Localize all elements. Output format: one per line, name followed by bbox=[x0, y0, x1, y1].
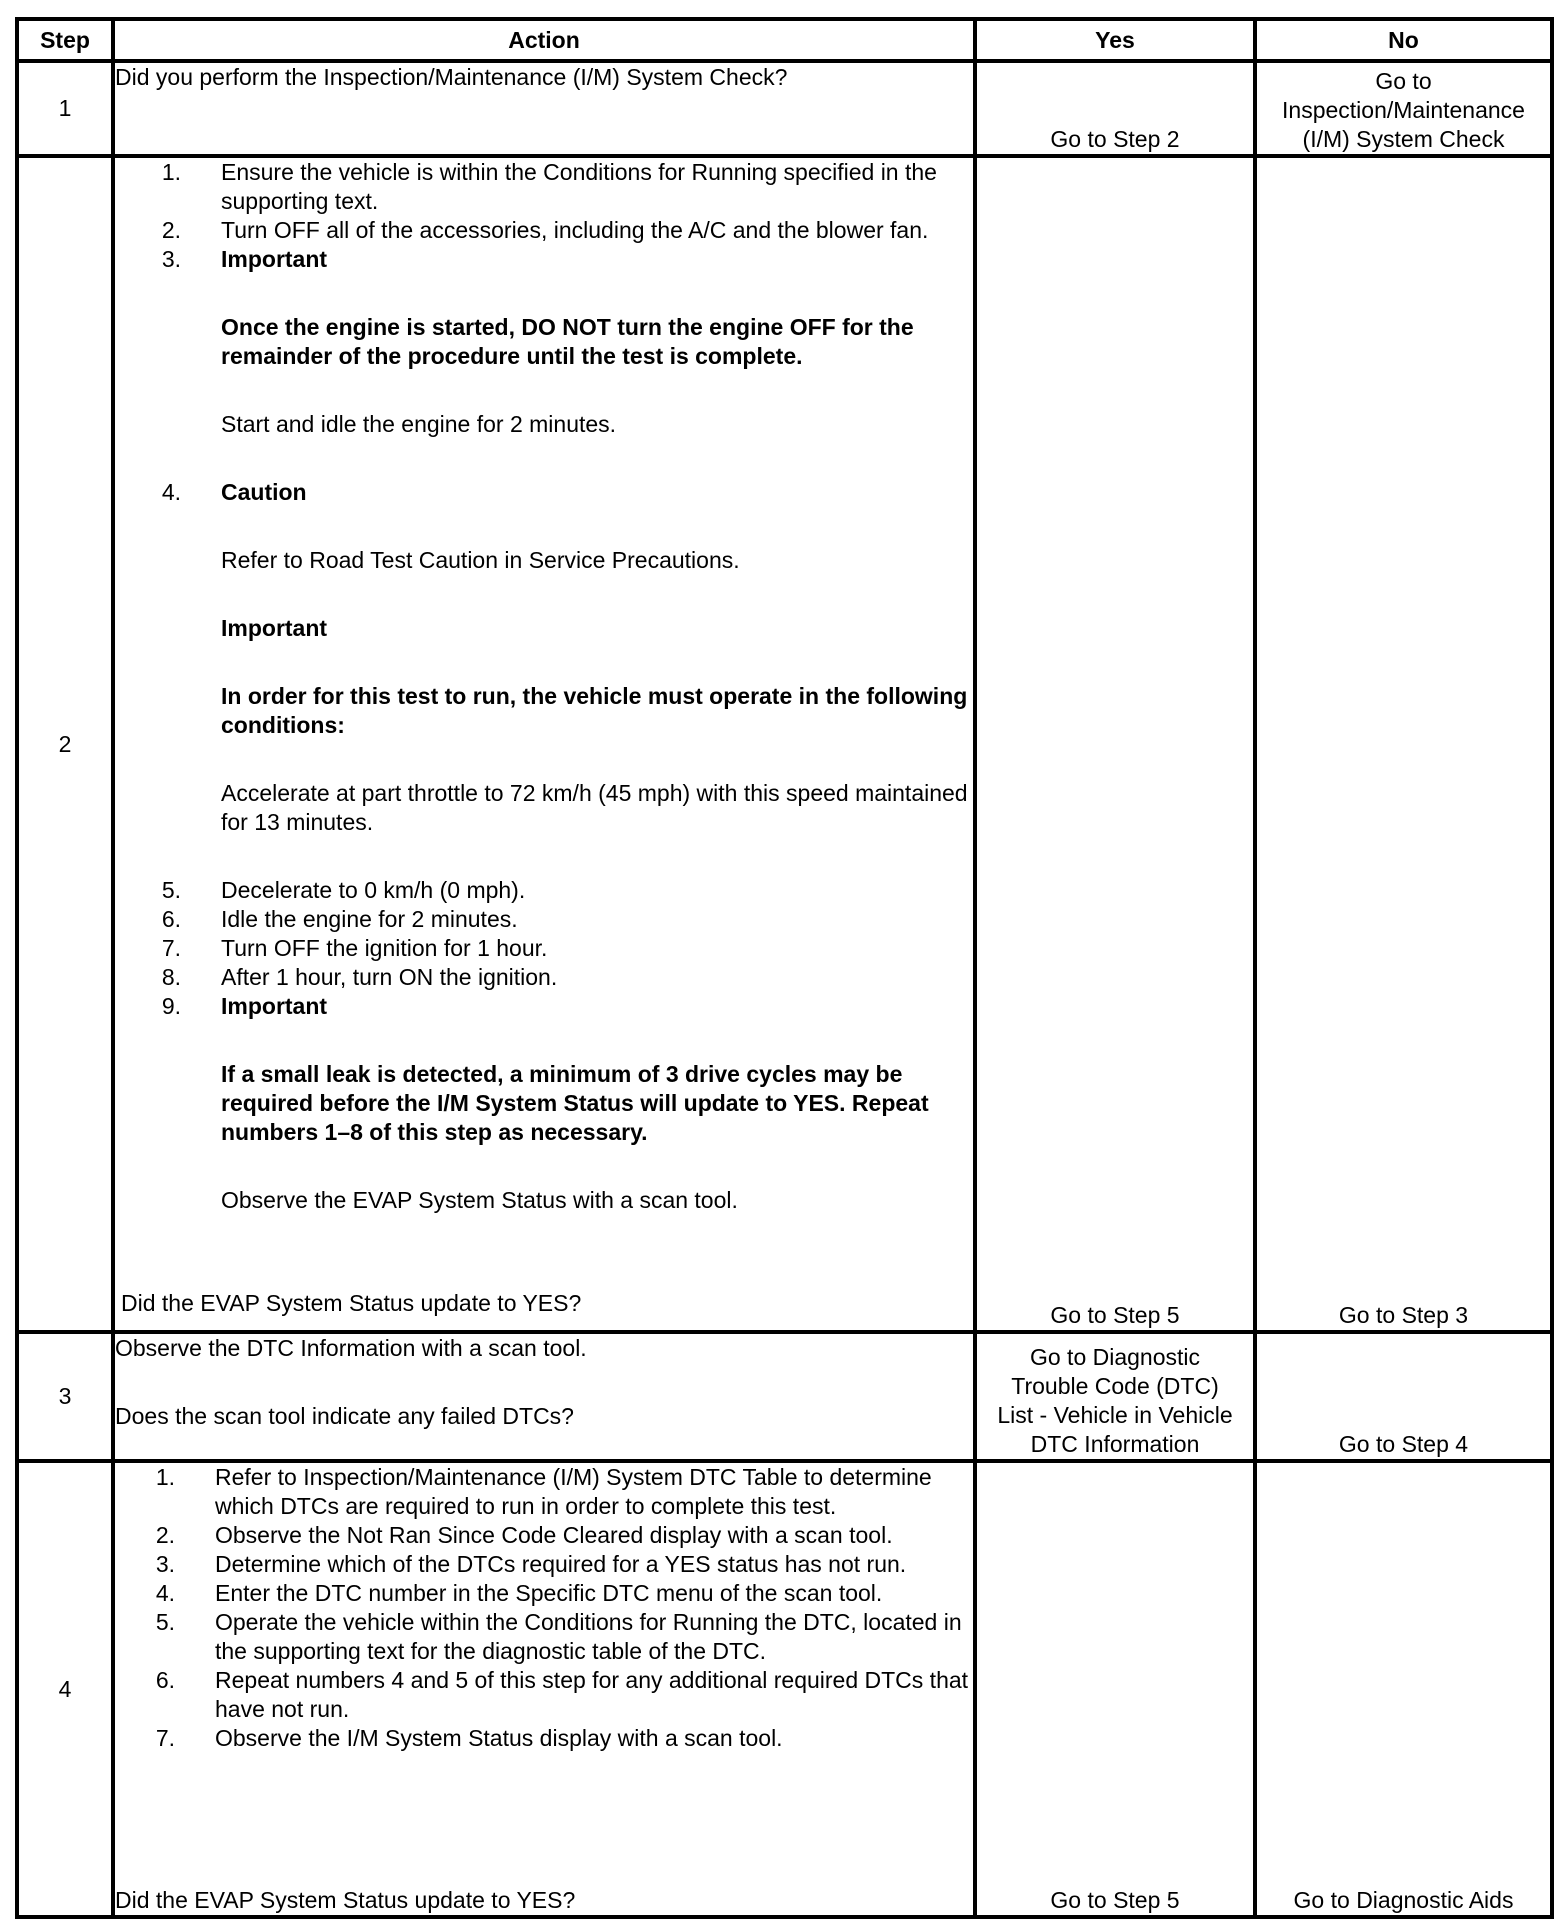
yes-link-line: List - Vehicle in Vehicle bbox=[997, 1402, 1233, 1428]
action-question: Does the scan tool indicate any failed DTCs? bbox=[115, 1403, 574, 1429]
list-item bbox=[121, 478, 973, 876]
list-item-number: 8. bbox=[161, 964, 181, 990]
list-item-text: Start and idle the engine for 2 minutes. bbox=[221, 411, 617, 437]
list-item-text: Observe the Not Ran Since Code Cleared display with a scan tool. bbox=[215, 1522, 893, 1548]
no-cell bbox=[1255, 61, 1552, 156]
no-link[interactable]: Go to Diagnostic Aids bbox=[1293, 1887, 1514, 1913]
table-row-step-3 bbox=[17, 1332, 1552, 1461]
no-link[interactable] bbox=[1257, 67, 1550, 154]
header-row bbox=[17, 19, 1552, 61]
important-note: In order for this test to run, the vehicle must operate in the following conditions: bbox=[221, 683, 968, 738]
action-question: Did the EVAP System Status update to YES? bbox=[115, 1887, 576, 1913]
table-row-step-2 bbox=[17, 156, 1552, 1332]
diagnostic-table bbox=[15, 17, 1554, 1919]
list-item bbox=[115, 1521, 973, 1550]
important-label: Important bbox=[221, 615, 328, 641]
list-item-number: 1. bbox=[161, 159, 181, 185]
no-link[interactable]: Go to Step 4 bbox=[1338, 1431, 1469, 1457]
caution-label: Caution bbox=[221, 479, 307, 505]
step-number: 3 bbox=[17, 1332, 113, 1461]
important-note: If a small leak is detected, a minimum of 3 drive cycles may be required before the I/M System Status will update to YES. Repeat numbers 1–8 of this step as necessary. bbox=[221, 1061, 929, 1145]
list-item-number: 7. bbox=[161, 935, 181, 961]
important-note: Once the engine is started, DO NOT turn the engine OFF for the remainder of the procedure until the test is complete. bbox=[221, 314, 914, 369]
header-step: Step bbox=[17, 19, 113, 61]
list-item-text: Refer to Inspection/Maintenance (I/M) System DTC Table to determine which DTCs are required to run in order to complete this test. bbox=[215, 1464, 932, 1519]
no-link-line: (I/M) System Check bbox=[1302, 126, 1505, 152]
action-question: Did the EVAP System Status update to YES? bbox=[121, 1290, 582, 1316]
table-row-step-4 bbox=[17, 1461, 1552, 1917]
list-item bbox=[115, 1550, 973, 1579]
list-item-text: Turn OFF the ignition for 1 hour. bbox=[221, 935, 548, 961]
list-item bbox=[121, 992, 973, 1215]
action-cell bbox=[113, 1332, 975, 1461]
list-item-text: Turn OFF all of the accessories, including the A/C and the blower fan. bbox=[221, 217, 929, 243]
list-item bbox=[115, 1724, 973, 1753]
list-item-number: 1. bbox=[155, 1464, 175, 1490]
list-item bbox=[121, 158, 973, 216]
list-item bbox=[121, 963, 973, 992]
list-item-number: 5. bbox=[161, 877, 181, 903]
list-item-number: 3. bbox=[161, 246, 181, 272]
list-item-text: Operate the vehicle within the Conditions for Running the DTC, located in the supporting text for the diagnostic table of the DTC. bbox=[215, 1609, 962, 1664]
no-cell bbox=[1255, 156, 1552, 1332]
list-item bbox=[121, 216, 973, 245]
list-item-number: 6. bbox=[155, 1667, 175, 1693]
important-label: Important bbox=[221, 993, 328, 1019]
yes-cell bbox=[975, 156, 1255, 1332]
list-item bbox=[115, 1579, 973, 1608]
yes-cell bbox=[975, 1332, 1255, 1461]
list-item bbox=[115, 1666, 973, 1724]
header-action: Action bbox=[113, 19, 975, 61]
yes-cell bbox=[975, 1461, 1255, 1917]
no-link-line: Go to bbox=[1375, 68, 1432, 94]
no-link[interactable]: Go to Step 3 bbox=[1338, 1302, 1469, 1328]
list-item-text: Decelerate to 0 km/h (0 mph). bbox=[221, 877, 526, 903]
action-cell bbox=[113, 1461, 975, 1917]
list-item-number: 6. bbox=[161, 906, 181, 932]
list-item-text: Ensure the vehicle is within the Conditions for Running specified in the supporting text. bbox=[221, 159, 937, 214]
list-item-text: Idle the engine for 2 minutes. bbox=[221, 906, 518, 932]
list-item-number: 2. bbox=[155, 1522, 175, 1548]
list-item-number: 7. bbox=[155, 1725, 175, 1751]
no-cell bbox=[1255, 1332, 1552, 1461]
list-item-number: 5. bbox=[155, 1609, 175, 1635]
yes-link-line: Go to Diagnostic bbox=[1029, 1344, 1201, 1370]
list-item-text: Determine which of the DTCs required for a YES status has not run. bbox=[215, 1551, 907, 1577]
action-question: Did you perform the Inspection/Maintenance (I/M) System Check? bbox=[115, 64, 788, 90]
list-item-text: Enter the DTC number in the Specific DTC menu of the scan tool. bbox=[215, 1580, 883, 1606]
list-item-text: Repeat numbers 4 and 5 of this step for any additional required DTCs that have not run. bbox=[215, 1667, 969, 1722]
procedure-list bbox=[121, 158, 973, 1215]
list-item-number: 4. bbox=[161, 479, 181, 505]
list-item bbox=[121, 905, 973, 934]
procedure-list bbox=[115, 1463, 973, 1753]
list-item bbox=[121, 876, 973, 905]
yes-link[interactable] bbox=[977, 1343, 1253, 1459]
list-item bbox=[115, 1608, 973, 1666]
yes-link-line: Trouble Code (DTC) bbox=[1011, 1373, 1219, 1399]
action-instruction: Observe the DTC Information with a scan tool. bbox=[115, 1335, 587, 1361]
list-item-text: Accelerate at part throttle to 72 km/h (45 mph) with this speed maintained for 13 minutes. bbox=[221, 780, 968, 835]
table-row-step-1 bbox=[17, 61, 1552, 156]
list-item-number: 3. bbox=[155, 1551, 175, 1577]
action-cell bbox=[113, 61, 975, 156]
list-item-text: After 1 hour, turn ON the ignition. bbox=[221, 964, 558, 990]
step-number: 1 bbox=[17, 61, 113, 156]
no-cell bbox=[1255, 1461, 1552, 1917]
list-item bbox=[121, 934, 973, 963]
yes-link[interactable]: Go to Step 5 bbox=[1050, 1887, 1180, 1913]
caution-note: Refer to Road Test Caution in Service Precautions. bbox=[221, 547, 740, 573]
list-item-number: 4. bbox=[155, 1580, 175, 1606]
step-number: 4 bbox=[17, 1461, 113, 1917]
action-cell bbox=[113, 156, 975, 1332]
yes-link-line: DTC Information bbox=[1030, 1431, 1200, 1457]
yes-link[interactable]: Go to Step 2 bbox=[1050, 126, 1180, 152]
no-link-line: Inspection/Maintenance bbox=[1282, 97, 1525, 123]
list-item-text: Observe the I/M System Status display with a scan tool. bbox=[215, 1725, 783, 1751]
step-number: 2 bbox=[17, 156, 113, 1332]
list-item bbox=[121, 245, 973, 478]
yes-cell bbox=[975, 61, 1255, 156]
header-yes: Yes bbox=[975, 19, 1255, 61]
list-item-number: 9. bbox=[161, 993, 181, 1019]
important-label: Important bbox=[221, 246, 328, 272]
list-item bbox=[115, 1463, 973, 1521]
yes-link[interactable]: Go to Step 5 bbox=[1050, 1302, 1180, 1328]
header-no: No bbox=[1255, 19, 1552, 61]
list-item-number: 2. bbox=[161, 217, 181, 243]
list-item-text: Observe the EVAP System Status with a scan tool. bbox=[221, 1187, 738, 1213]
